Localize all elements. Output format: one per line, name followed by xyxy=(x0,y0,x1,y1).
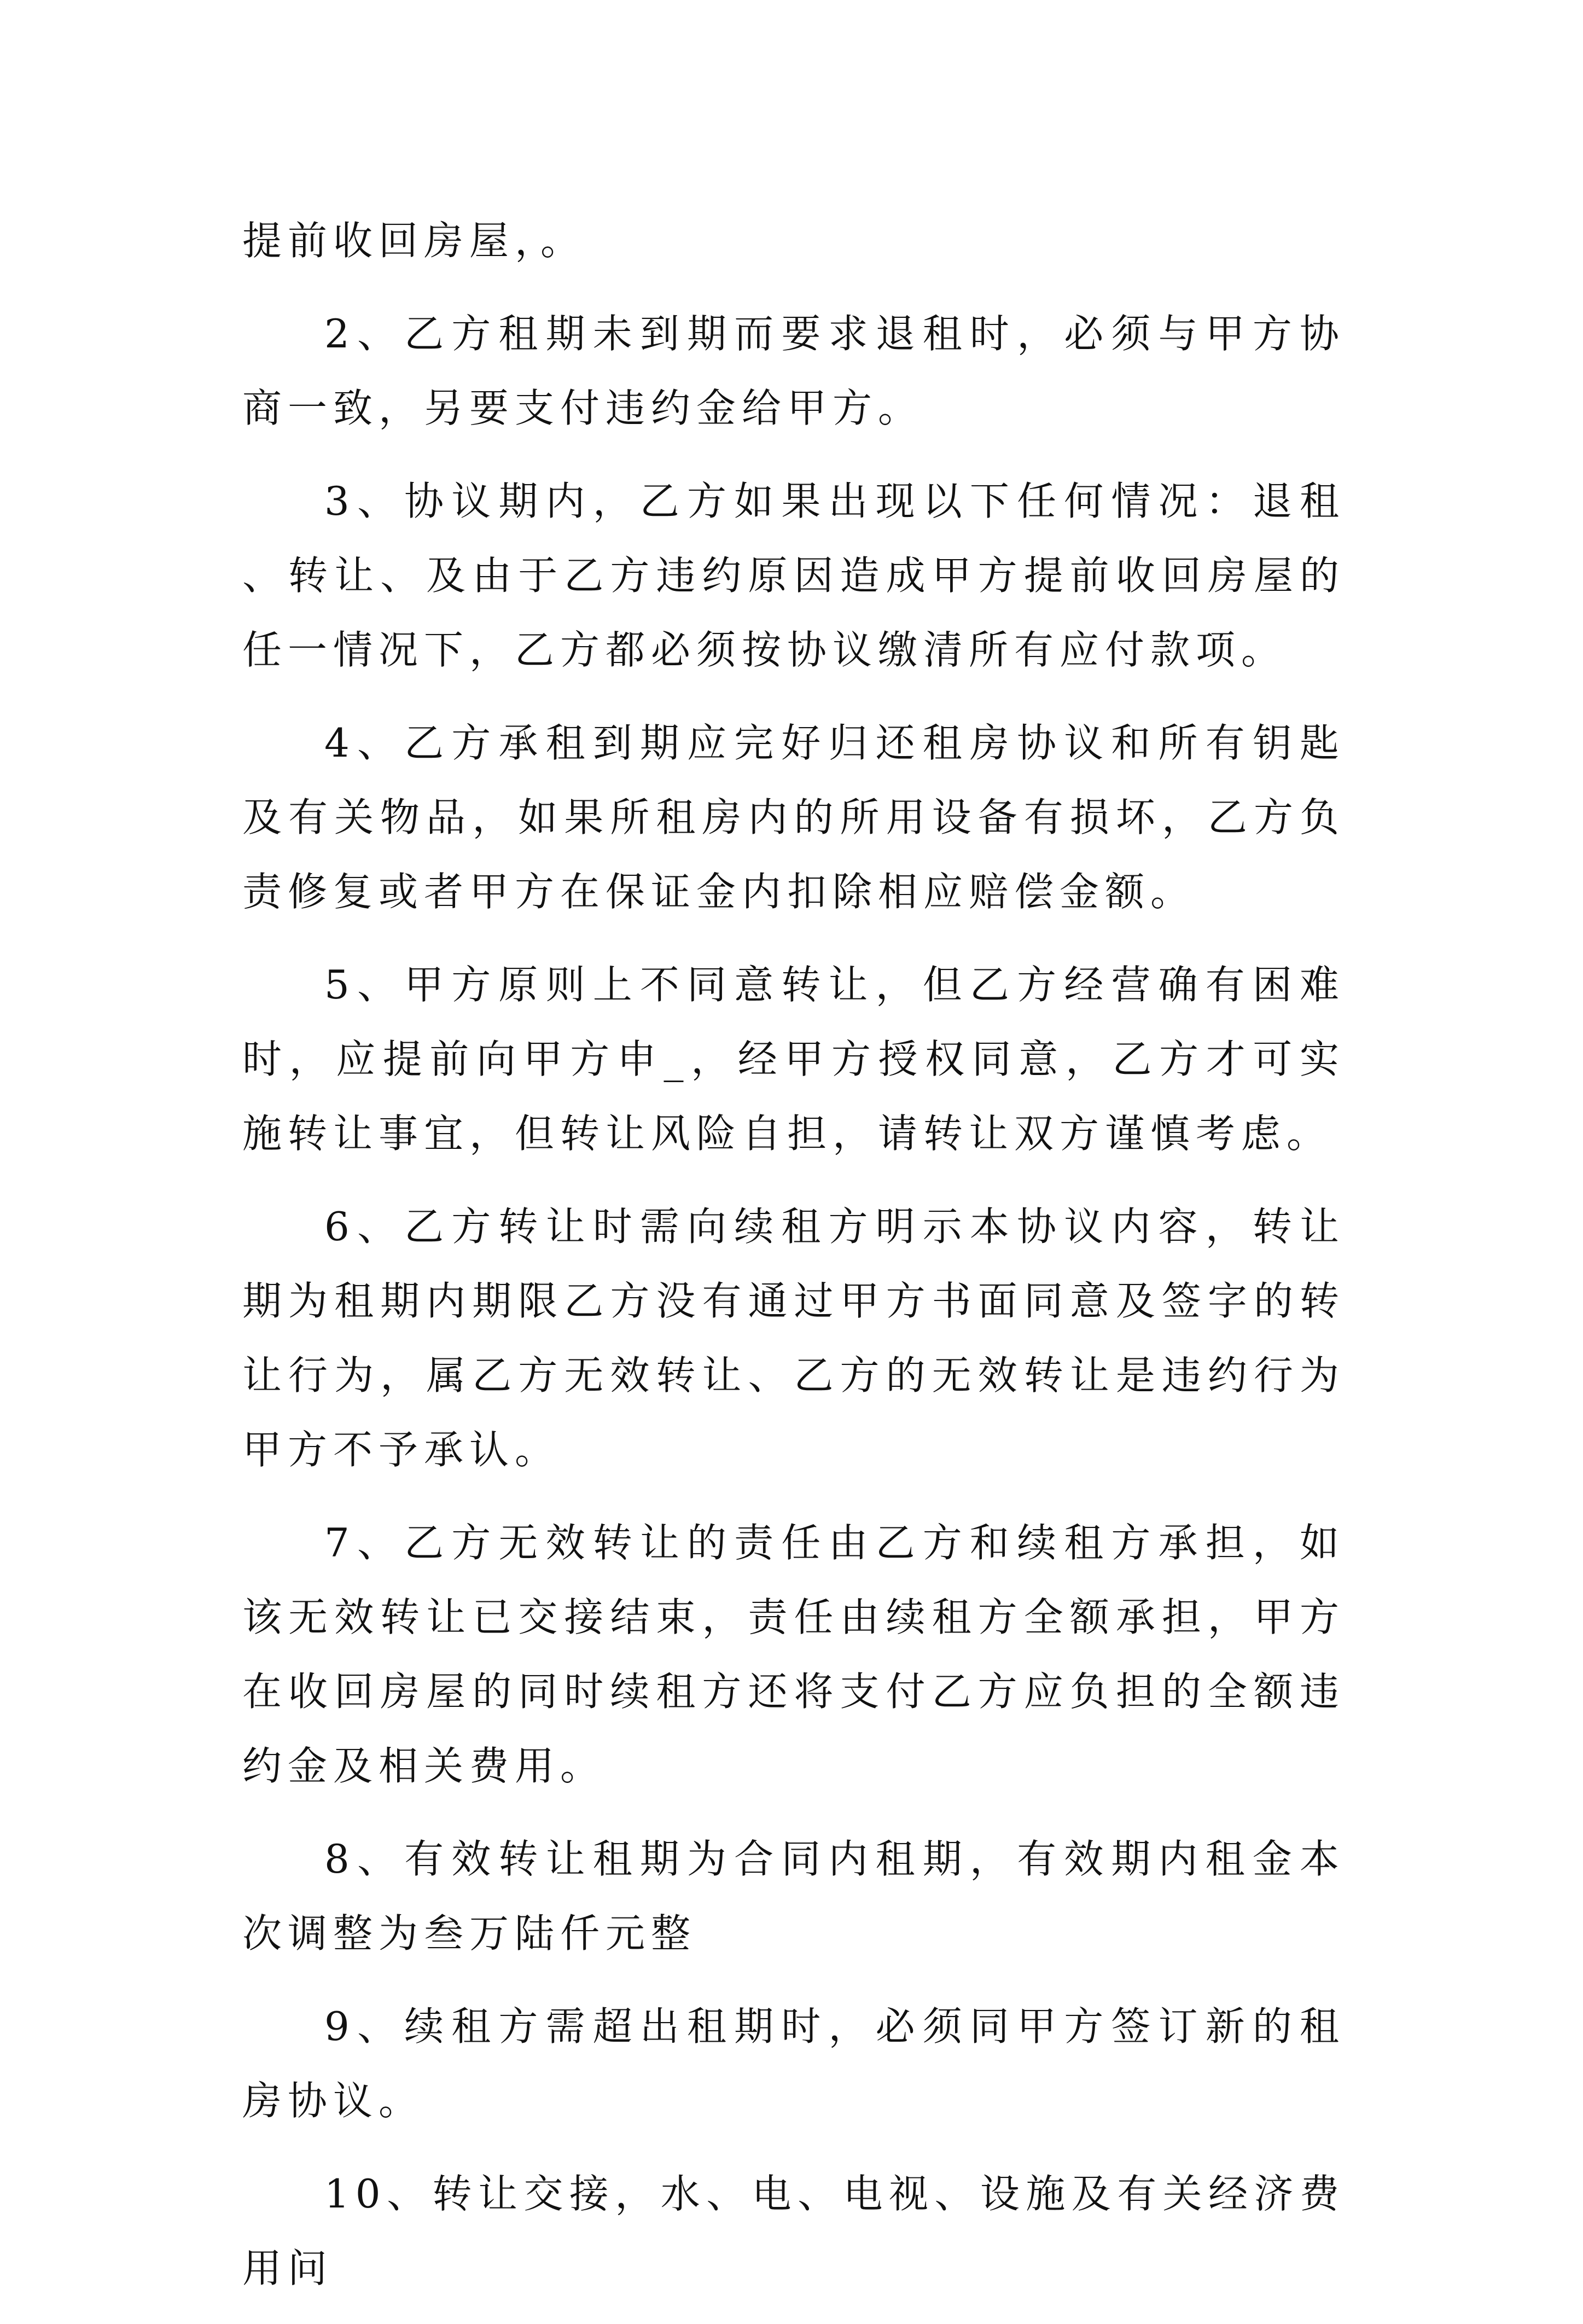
clause-2: 2、乙方租期未到期而要求退租时，必须与甲方协商一致，另要支付违约金给甲方。 xyxy=(242,311,1345,431)
clause-9: 9、续租方需超出租期时，必须同甲方签订新的租房协议。 xyxy=(242,2003,1345,2124)
clause-6: 6、乙方转让时需向续租方明示本协议内容，转让期为租期内期限乙方没有通过甲方书面同意及签字的转让行为，属乙方无效转让、乙方的无效转让是违约行为甲方不予承认。 xyxy=(242,1204,1345,1473)
clause-8: 8、有效转让租期为合同内租期，有效期内租金本次调整为叁万陆仟元整 xyxy=(242,1836,1345,1956)
clause-5: 5、甲方原则上不同意转让，但乙方经营确有困难时，应提前向甲方申_，经甲方授权同意，乙方才可实施转让事宜，但转让风险自担，请转让双方谨慎考虑。 xyxy=(242,962,1345,1157)
clause-7: 7、乙方无效转让的责任由乙方和续租方承担，如该无效转让已交接结束，责任由续租方全额承担，甲方在收回房屋的同时续租方还将支付乙方应负担的全额违约金及相关费用。 xyxy=(242,1520,1345,1789)
clause-10: 10、转让交接，水、电、电视、设施及有关经济费用问 xyxy=(242,2171,1345,2291)
document-body xyxy=(242,204,1345,2324)
clause-3: 3、协议期内，乙方如果出现以下任何情况：退租、转让、及由于乙方违约原因造成甲方提前收回房屋的任一情况下，乙方都必须按协议缴清所有应付款项。 xyxy=(242,478,1345,673)
paragraph-continuation: 提前收回房屋，。 xyxy=(242,218,586,264)
clause-4: 4、乙方承租到期应完好归还租房协议和所有钥匙及有关物品，如果所租房内的所用设备有损坏，乙方负责修复或者甲方在保证金内扣除相应赔偿金额。 xyxy=(242,720,1345,915)
